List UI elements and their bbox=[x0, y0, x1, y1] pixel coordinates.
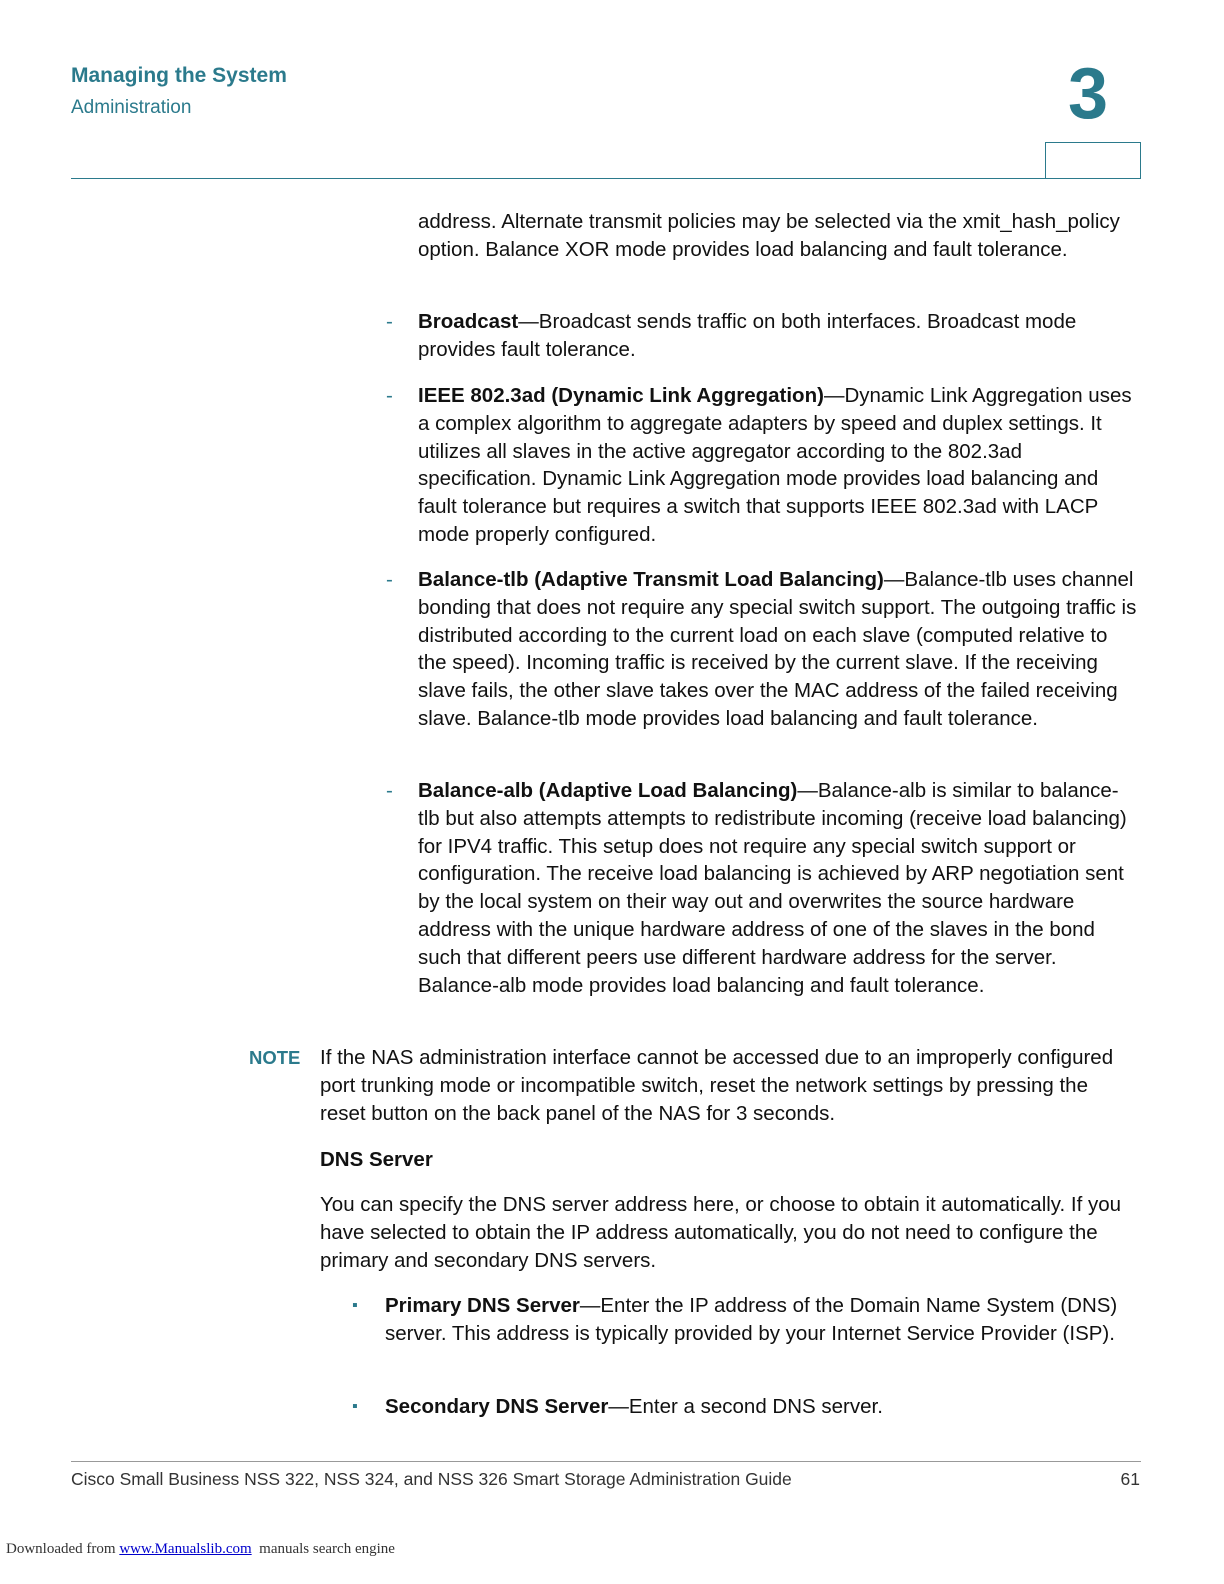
term-8023ad: IEEE 802.3ad (Dynamic Link Aggregation) bbox=[418, 384, 824, 407]
dash-bullet: - bbox=[386, 310, 393, 333]
desc-secondary-dns: —Enter a second DNS server. bbox=[608, 1395, 883, 1418]
intro-continuation: address. Alternate transmit policies may be selected via the xmit_hash_policy option. Balance XOR mode provides load balancing and fault tolerance. bbox=[418, 210, 1120, 261]
chapter-title: Managing the System bbox=[71, 64, 287, 87]
list-item-broadcast bbox=[418, 308, 1140, 364]
list-item-primary-dns bbox=[385, 1292, 1135, 1348]
footer-divider bbox=[71, 1461, 1141, 1462]
manualslib-link[interactable]: www.Manualslib.com bbox=[119, 1541, 252, 1557]
dash-bullet: - bbox=[386, 568, 393, 591]
term-broadcast: Broadcast bbox=[418, 310, 519, 333]
list-item-balance-alb bbox=[418, 777, 1140, 999]
download-suffix: manuals search engine bbox=[251, 1541, 395, 1557]
desc-balance-alb: —Balance-alb is similar to balance-tlb but also attempts attempts to redistribute incoming (receive load balancing) for IPV4 traffic. This setup does not require any special switch support or configuration. The receive load balancing is achieved by ARP negotiation sent by the local system on their way out and overwrites the source hardware address with the unique hardware address of one of the slaves in the bond such that different peers use different hardware address for the server. Balance-alb mode provides load balancing and fault tolerance. bbox=[418, 779, 1127, 997]
dash-bullet: - bbox=[386, 384, 393, 407]
term-balance-alb: Balance-alb (Adaptive Load Balancing) bbox=[418, 779, 798, 802]
dash-bullet: - bbox=[386, 779, 393, 802]
desc-broadcast: —Broadcast sends traffic on both interfaces. Broadcast mode provides fault tolerance. bbox=[418, 310, 1077, 361]
desc-primary-dns: —Enter the IP address of the Domain Name System (DNS) server. This address is typically provided by your Internet Service Provider (ISP). bbox=[385, 1294, 1118, 1345]
desc-8023ad: —Dynamic Link Aggregation uses a complex algorithm to aggregate adapters by speed and duplex settings. It utilizes all slaves in the active aggregator according to the 802.3ad specification. Dynamic Link Aggregation mode provides load balancing and fault tolerance but requires a switch that supports IEEE 802.3ad with LACP mode properly configured. bbox=[418, 384, 1132, 546]
term-primary-dns: Primary DNS Server bbox=[385, 1294, 580, 1317]
chapter-tab-box bbox=[1045, 142, 1141, 178]
page-number: 61 bbox=[1120, 1469, 1140, 1489]
chapter-number: 3 bbox=[1068, 54, 1109, 134]
download-attribution bbox=[6, 1541, 395, 1558]
dns-server-heading: DNS Server bbox=[320, 1148, 433, 1171]
header-divider bbox=[71, 178, 1141, 179]
square-bullet: ▪ bbox=[352, 1398, 358, 1415]
desc-balance-tlb: —Balance-tlb uses channel bonding that does not require any special switch support. The outgoing traffic is distributed according to the current load on each slave (computed relative to the speed). Incoming traffic is received by the current slave. If the receiving slave fails, the other slave takes over the MAC address of the failed receiving slave. Balance-tlb mode provides load balancing and fault tolerance. bbox=[418, 568, 1137, 730]
list-item-secondary-dns bbox=[385, 1393, 1135, 1421]
dns-intro: You can specify the DNS server address here, or choose to obtain it automatically. If you have selected to obtain the IP address automatically, you do not need to configure the primary and secondary DNS servers. bbox=[320, 1193, 1122, 1272]
square-bullet: ▪ bbox=[352, 1297, 358, 1314]
term-secondary-dns: Secondary DNS Server bbox=[385, 1395, 609, 1418]
section-subtitle: Administration bbox=[71, 97, 192, 118]
note-label: NOTE bbox=[249, 1047, 301, 1068]
term-balance-tlb: Balance-tlb (Adaptive Transmit Load Balancing) bbox=[418, 568, 884, 591]
footer-guide-title: Cisco Small Business NSS 322, NSS 324, and NSS 326 Smart Storage Administration Guide bbox=[71, 1469, 792, 1489]
list-item-8023ad bbox=[418, 382, 1140, 549]
list-item-balance-tlb bbox=[418, 566, 1140, 733]
note-text: If the NAS administration interface cannot be accessed due to an improperly configured port trunking mode or incompatible switch, reset the network settings by pressing the reset button on the back panel of the NAS for 3 seconds. bbox=[320, 1046, 1114, 1125]
download-prefix: Downloaded from bbox=[6, 1541, 120, 1557]
